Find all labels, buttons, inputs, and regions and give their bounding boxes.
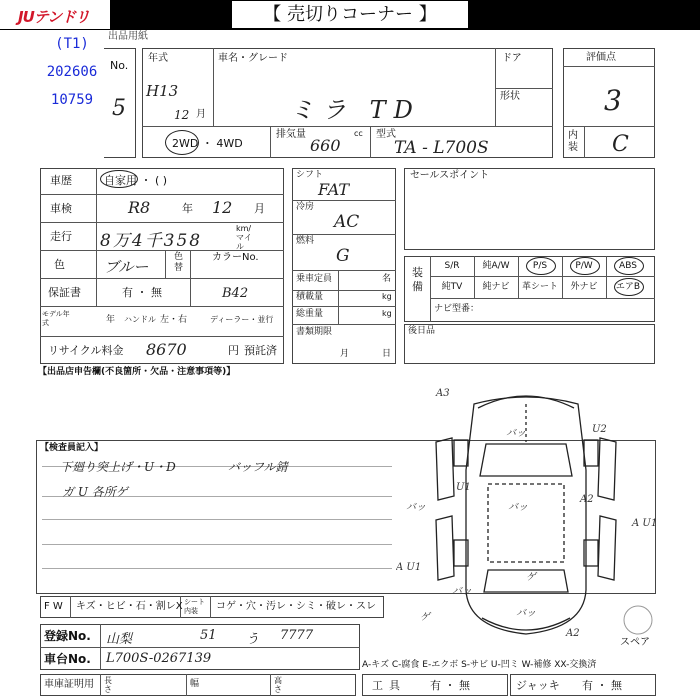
- warranty-label: 保証書: [48, 286, 81, 299]
- score-value: 3: [604, 84, 622, 117]
- inspection-era: R8: [128, 198, 151, 217]
- equipment-item: S/R: [444, 261, 460, 271]
- spare-tire-icon: [624, 606, 652, 634]
- private-use-circle: [100, 170, 138, 188]
- equipment-check-circle: [570, 257, 600, 275]
- docs-month: 月: [340, 349, 350, 359]
- sales-label: セールスポイント: [410, 170, 490, 181]
- fuel-label: 燃料: [296, 236, 315, 246]
- weight-unit: kg: [382, 309, 392, 318]
- damage-mark: バッ: [406, 502, 426, 513]
- tools-value: 有 ・ 無: [430, 679, 470, 692]
- banner-box: [232, 1, 468, 28]
- inspector-line-2: ガ U 各所ゲ: [62, 485, 128, 499]
- seat-codes: コゲ・穴・汚レ・シミ・破レ・スレ: [216, 601, 376, 612]
- equipment-item: 純TV: [441, 282, 463, 292]
- exhibitor-note-label: 【出品店申告欄(不良箇所・欠品・注意事項等)】: [38, 367, 236, 377]
- logo: [0, 0, 110, 30]
- mileage-label: 走行: [50, 230, 72, 243]
- chassis-value: L700S-0267139: [106, 651, 212, 666]
- load-label: 積載量: [296, 292, 324, 302]
- inspector-line-1b: バッフル錆: [228, 460, 288, 474]
- damage-mark: A U1: [396, 562, 422, 573]
- shape-label: 形状: [500, 91, 520, 102]
- recycle-status: 預託済: [244, 344, 277, 357]
- dealer-label: ディーラー・並行: [210, 315, 274, 324]
- equipment-item: 革シート: [521, 282, 558, 292]
- chassis-label: 車台No.: [44, 652, 91, 666]
- retrofit-box: [404, 324, 655, 364]
- mileage-value: 8万4千358: [100, 231, 203, 251]
- width-label: 幅: [190, 679, 200, 689]
- garage-label: 車庫証明用: [44, 679, 94, 690]
- reg-place: 山梨: [106, 632, 133, 647]
- equipment-item: ABS: [619, 261, 637, 271]
- damage-legend: A-キズ C-腐食 E-エクボ S-サビ U-凹ミ W-補修 XX-交換済: [362, 660, 597, 670]
- equipment-check-circle: [526, 257, 556, 275]
- color-no-value: B42: [222, 286, 249, 301]
- damage-mark: U1: [456, 482, 471, 493]
- equipment-item: エアB: [615, 282, 641, 292]
- weight-label: 総重量: [296, 309, 324, 319]
- lot-no-value: 5: [112, 96, 126, 121]
- color-no-label: カラーNo.: [212, 252, 259, 263]
- drive-label: 2WD ・ 4WD: [172, 137, 243, 150]
- jack-label: ジャッキ: [516, 679, 560, 692]
- banner-title: 【 売切りコーナー 】: [263, 4, 437, 25]
- model-year-unit: 年: [106, 315, 116, 325]
- recycle-value: 8670: [146, 340, 187, 359]
- reg-kana: う: [246, 632, 260, 647]
- capacity-label: 乗車定員: [296, 274, 333, 284]
- damage-mark: ゲ: [526, 572, 536, 583]
- load-unit: kg: [382, 292, 392, 301]
- inspector-label: 【検査員記入】: [40, 443, 104, 453]
- sheet-label: 出品用紙: [108, 31, 148, 42]
- docs-label: 書類期限: [296, 327, 333, 337]
- retrofit-label: 後日品: [408, 326, 436, 336]
- length-label: 長さ: [104, 676, 112, 694]
- handle-value: 左・右: [160, 315, 188, 325]
- displacement-label: 排気量: [276, 129, 306, 140]
- inspector-line-1: 下廻り突上げ・U・D: [60, 460, 176, 474]
- lot-id-1: 202606: [46, 64, 98, 80]
- docs-day: 日: [382, 349, 392, 359]
- interior-label: 内装: [568, 130, 578, 153]
- ac-label: 冷房: [296, 202, 315, 212]
- damage-mark: A2: [580, 494, 594, 505]
- damage-mark: U2: [592, 424, 607, 435]
- equipment-item: 純ナビ: [482, 282, 510, 292]
- model-value: TA - L700S: [394, 138, 489, 158]
- jack-value: 有 ・ 無: [582, 679, 622, 692]
- equipment-label: 装備: [412, 266, 423, 293]
- reg-number: 7777: [280, 628, 314, 643]
- interior-value: C: [612, 132, 629, 157]
- mileage-unit: km/マイル: [236, 224, 252, 251]
- color-value: ブルー: [104, 258, 149, 276]
- height-label: 高さ: [274, 676, 282, 694]
- equipment-item: P/S: [532, 261, 548, 271]
- warranty-value: 有 ・ 無: [122, 286, 162, 299]
- inspection-month-unit: 月: [254, 202, 265, 215]
- logo-text: JUテンドリ: [18, 8, 90, 26]
- history-box: [40, 168, 284, 364]
- inspection-year-unit: 年: [182, 202, 193, 215]
- fw-label: F W: [44, 601, 63, 612]
- tools-label: 工具: [372, 679, 406, 692]
- damage-mark: A3: [436, 388, 450, 399]
- history-label: 車歴: [50, 174, 72, 187]
- recycle-label: リサイクル料金: [48, 344, 124, 357]
- equipment-item: P/W: [575, 261, 593, 271]
- lot-id-2: 10759: [50, 92, 94, 108]
- color-change-label: 色替: [174, 252, 184, 273]
- equipment-item: 純A/W: [482, 261, 510, 271]
- navi-label: ナビ型番：: [434, 304, 480, 314]
- equipment-check-circle: [614, 278, 644, 296]
- lot-id-block: [36, 30, 108, 120]
- damage-mark: バッ: [452, 586, 472, 597]
- color-label: 色: [54, 258, 65, 271]
- history-value: 自家用 ・ ( ): [104, 174, 168, 187]
- damage-mark: バッ: [508, 502, 528, 513]
- shift-label: シフト: [296, 170, 324, 180]
- capacity-unit: 名: [382, 274, 392, 284]
- seat-label: シート内装: [184, 598, 205, 615]
- displacement-unit: cc: [354, 129, 363, 138]
- car-damage-diagram: [396, 380, 658, 650]
- ac-value: AC: [334, 212, 360, 232]
- damage-mark: バッ: [516, 608, 536, 619]
- displacement-value: 660: [310, 136, 341, 155]
- year-value: H13: [146, 82, 179, 100]
- spare-label: スペア: [620, 637, 650, 648]
- damage-mark: A2: [566, 628, 580, 639]
- inspection-label: 車検: [50, 202, 72, 215]
- model-year-label: モデル年式: [42, 310, 70, 327]
- recycle-unit: 円: [228, 344, 239, 357]
- reg-label: 登録No.: [44, 629, 91, 643]
- lot-no-label: No.: [110, 59, 129, 72]
- name-value: ミラ TD: [290, 96, 421, 124]
- equipment-item: 外ナビ: [570, 282, 598, 292]
- damage-mark: バッ: [506, 428, 526, 439]
- model-label: 型式: [376, 129, 396, 140]
- month-value: 12: [174, 108, 190, 122]
- damage-mark: ゲ: [420, 612, 430, 623]
- door-label: ドア: [502, 53, 522, 64]
- name-label: 車名・グレード: [218, 53, 288, 64]
- fuel-value: G: [336, 246, 350, 266]
- inspection-month: 12: [212, 198, 233, 217]
- handle-label: ハンドル: [124, 315, 156, 324]
- month-unit: 月: [196, 109, 206, 120]
- lot-region: (T1): [55, 36, 89, 52]
- equipment-check-circle: [614, 257, 644, 275]
- fw-codes: キズ・ヒビ・石・割レX: [76, 601, 183, 612]
- score-label: 評価点: [586, 52, 616, 63]
- reg-class: 51: [200, 628, 217, 643]
- shift-value: FAT: [318, 180, 350, 199]
- drive-2wd-circle: [165, 130, 199, 155]
- year-label: 年式: [148, 53, 168, 64]
- damage-mark: A U1: [632, 518, 658, 529]
